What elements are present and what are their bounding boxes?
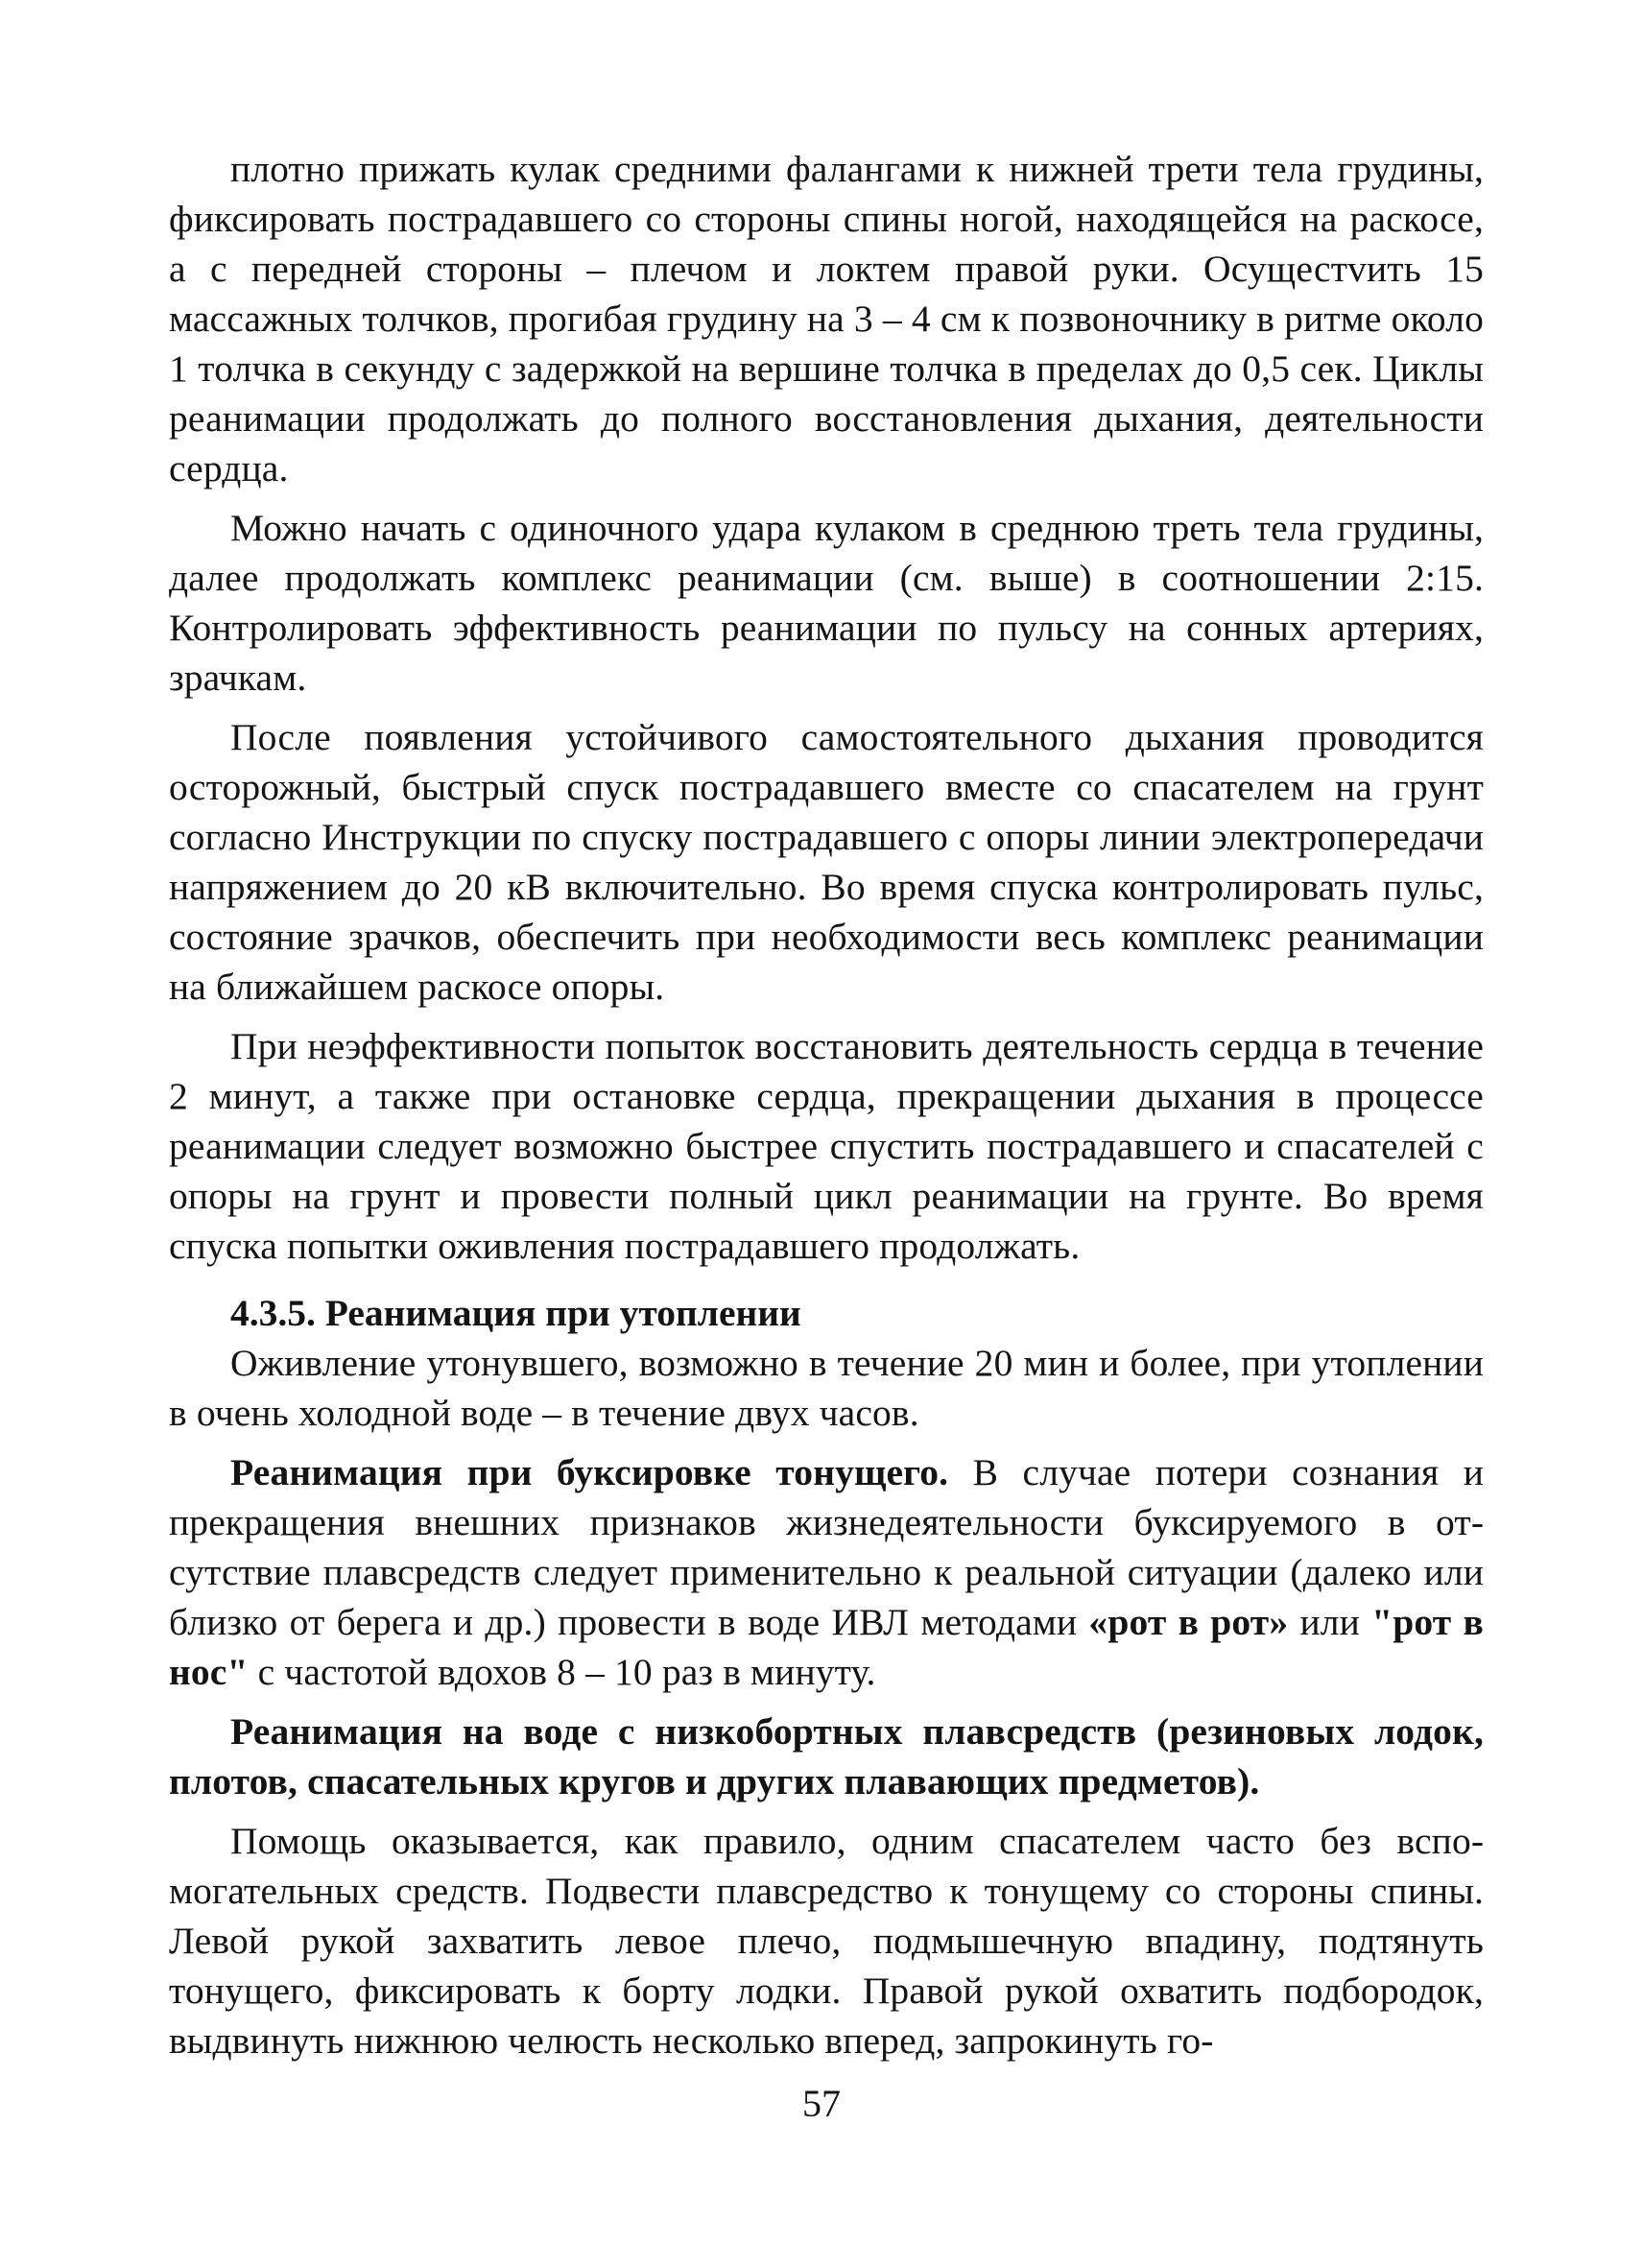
paragraph-towing [169, 1447, 1484, 1697]
towing-text-3: с частотой вдохов 8 – 10 раз в минуту. [248, 1651, 876, 1693]
section-heading-drowning: 4.3.5. Реанимация при утоплении [230, 1292, 801, 1334]
paragraph-chest-compression: плотно прижать кулак средними фалангами к нижней трети тела грудины, фиксировать пострадавшего со стороны спины ногой, находящейся на раскосе, а с передней стороны – плечом и локтем правой руки. Осущестvить 15 массажных толчков, прогибая грудину на 3 – 4 см к позвоночнику в ритме около 1 толчка в секунду с задержкой на вершине толчка в пределах до 0,5 сек. Циклы реанимации продолжать до полного восстановления дыхания, деятельности сердца. [169, 148, 1484, 489]
towing-text-1: В случае потери сознания и прекращения внешних признаков жизнедеятельности буксируемого в отсутствие плавсредств следует применительно к реальной ситуации (далеко или близко от берега и др.) провести в воде ИВЛ методами [169, 1451, 1484, 1643]
paragraph-low-board-help: Помощь оказывается, как правило, одним спасателем часто без вспомогательных средств. Подвести плавсредство к тонущему со стороны спины. Левой рукой захватить левое плечо, подмышечную впадину, подтянуть тонущего, фиксировать к борту лодки. Правой рукой охватить подбородок, выдвинуть нижнюю челюсть несколько вперед, запрокинуть го- [169, 1820, 1484, 2062]
page-body [169, 144, 1484, 2065]
towing-text-2: или [1288, 1601, 1372, 1643]
subheading-low-board-craft: Реанимация на воде с низкобортных плавсредств (резиновых лодок, плотов, спасательных кругов и других плавающих предметов). [169, 1710, 1484, 1802]
towing-bold-mouth-to-mouth: «рот в рот» [1088, 1601, 1289, 1643]
paragraph-fist-strike: Можно начать с одиночного удара кулаком в среднюю треть тела грудины, далее продолжать комплекс реанимации (см. выше) в соотношении 2:15. Контролировать эффективность реанимации по пульсу на сонных артериях, зрачкам. [169, 507, 1484, 699]
paragraph-drowning-intro: Оживление утонувшего, возможно в течение 20 мин и более, при утоплении в очень холодной воде – в течение двух часов. [169, 1342, 1484, 1434]
towing-lead: Реанимация при буксировке тонущего. [230, 1451, 949, 1493]
towing-bold-mouth-to-nose: "рот в нос" [169, 1601, 1484, 1693]
page-number: 57 [802, 2082, 841, 2125]
paragraph-descent: После появления устойчивого самостоятельного дыхания проводится осторожный, быстрый спуск пострадавшего вместе со спасателем на грунт согласно Инструкции по спуску пострадавшего с опоры линии электропередачи напряжением до 20 кВ включительно. Во время спуска контролировать пульс, состояние зрачков, обеспечить при необходимости весь комплекс реанимации на ближайшем раскосе опоры. [169, 716, 1484, 1008]
paragraph-ineffective-attempts: При неэффективности попыток восстановить деятельность сердца в течение 2 минут, а также при остановке сердца, прекращении дыхания в процессе реанимации следует возможно быстрее спустить пострадавшего и спасателей с опоры на грунт и провести полный цикл реанимации на грунте. Во время спуска попытки оживления пострадавшего продолжать. [169, 1025, 1484, 1267]
